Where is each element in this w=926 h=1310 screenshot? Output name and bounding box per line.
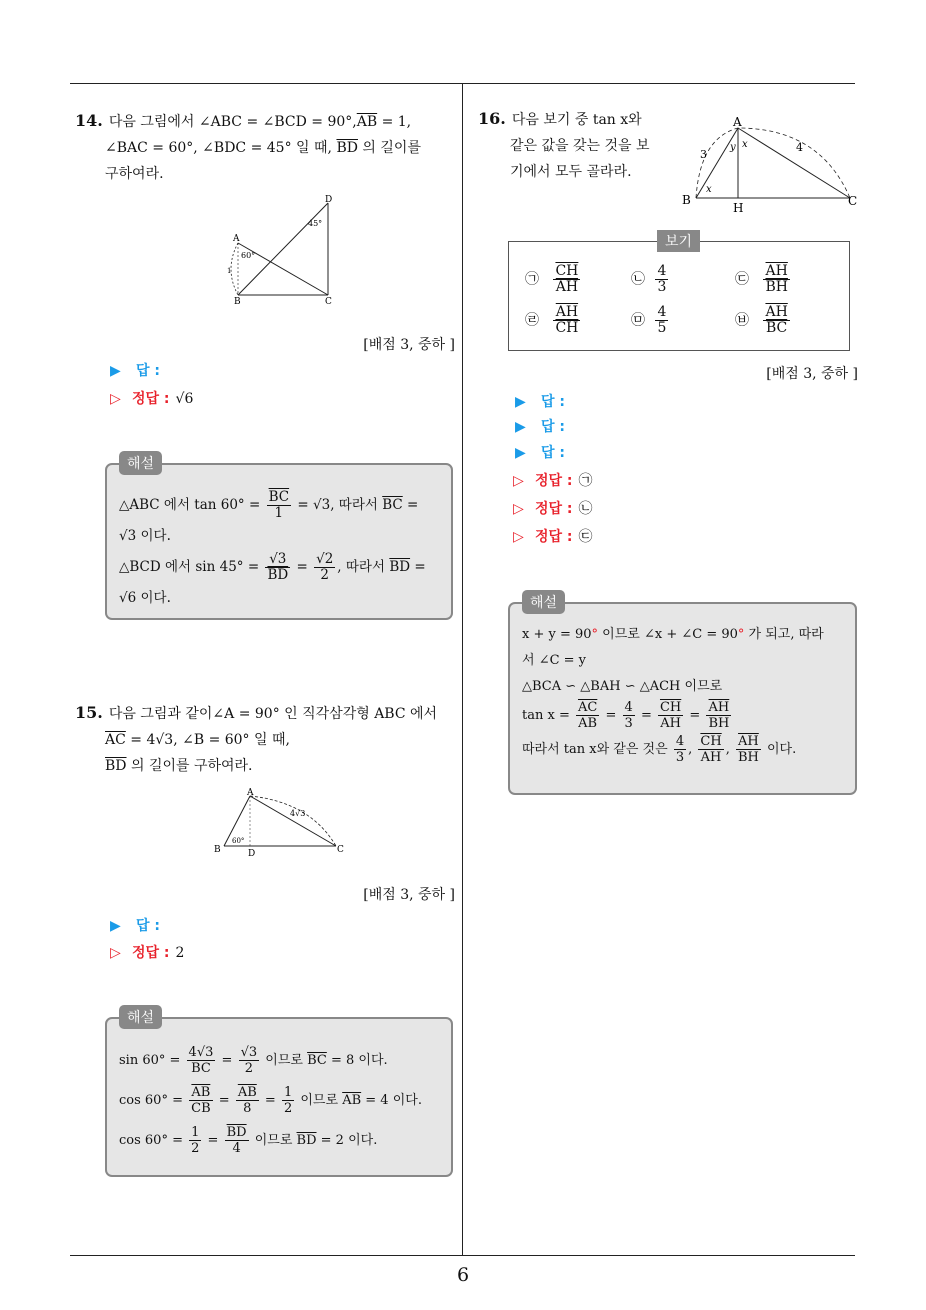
q14-line1: 14. 다음 그림에서 ∠ABC = ∠BCD = $90^\circ,\overline{AB} = 1$, bbox=[75, 111, 412, 130]
q16-label-H: H bbox=[733, 201, 744, 215]
red-triangle-icon: ▷ bbox=[513, 501, 524, 517]
blue-triangle-icon: ▶ bbox=[110, 918, 121, 934]
q15-label-B: B bbox=[214, 845, 221, 855]
q14-label-C: C bbox=[325, 297, 332, 307]
blue-triangle-icon: ▶ bbox=[515, 419, 526, 435]
q15-solution bbox=[105, 1010, 453, 1177]
q16-figure bbox=[680, 112, 862, 216]
q16-sol-line5: 따라서 tan x와 같은 것은 $\frac{4}{3}$ , $\frac{\overline{CH}}{AH}$ , $\frac{\overline{AH}}{BH}$ 이다. bbox=[522, 734, 797, 765]
question-16 bbox=[478, 106, 678, 185]
column-divider bbox=[462, 84, 463, 1256]
q15-label-D: D bbox=[248, 849, 256, 858]
q14-label-D: D bbox=[325, 195, 333, 205]
q16-label-B: B bbox=[682, 193, 691, 207]
q14-sol-line1: △ABC 에서 tan 60° = $\frac{\overline{BC}}{1}$ = √3, 따라서 $\overline{BC}$ = bbox=[119, 489, 419, 521]
page-number: 6 bbox=[456, 1264, 470, 1286]
q15-line3: $\overline{BD}$ 의 길이를 구하여라. bbox=[105, 758, 253, 774]
q15-figure bbox=[210, 786, 350, 858]
q15-answer: ▶ 답 : bbox=[110, 913, 160, 939]
q16-sol-line2: 서 ∠C = y bbox=[522, 653, 587, 668]
blue-triangle-icon: ▶ bbox=[110, 363, 121, 379]
q15-line1: 15. 다음 그림과 같이∠A = 90° 인 직각삼각형 ABC 에서 bbox=[75, 703, 438, 722]
q16-option-2: ㉡ $\frac{4}{3}$ bbox=[631, 263, 667, 295]
q14-solution-tag: 해설 bbox=[119, 451, 162, 475]
q15-number: 15. bbox=[75, 703, 103, 722]
q15-label-C: C bbox=[337, 845, 344, 855]
q16-sol-line1: x + y = 90° 이므로 ∠x + ∠C = 90° 가 되고, 따라 bbox=[522, 627, 824, 642]
q14-solution bbox=[105, 456, 453, 620]
q15-solution-tag: 해설 bbox=[119, 1005, 162, 1029]
q14-figure bbox=[222, 193, 342, 308]
q14-label-B: B bbox=[234, 297, 241, 307]
q14-angle-d: 45° bbox=[308, 219, 323, 228]
q16-correct-2: ▷ 정답 : ㉡ bbox=[513, 496, 593, 522]
q16-angle-x2: x bbox=[742, 139, 748, 150]
q15-line2: $\overline{AC} = 4√3$, ∠B = 60° 일 때, bbox=[105, 732, 290, 748]
q15-score: [배점 3, 중하 ] bbox=[363, 887, 455, 903]
q15-correct: ▷ 정답 : 2 bbox=[110, 940, 184, 966]
q14-score: [배점 3, 중하 ] bbox=[363, 337, 455, 353]
q16-line1: 16. 다음 보기 중 tan x와 bbox=[478, 109, 642, 128]
q16-option-6: ㉥ $\frac{\overline{AH}}{BC}$ bbox=[735, 304, 788, 336]
q16-side-4: 4 bbox=[796, 141, 803, 154]
question-14 bbox=[75, 108, 455, 187]
q15-side: 4√3 bbox=[290, 809, 306, 818]
q16-label-A: A bbox=[733, 115, 742, 129]
blue-triangle-icon: ▶ bbox=[515, 394, 526, 410]
red-triangle-icon: ▷ bbox=[110, 391, 121, 407]
q16-option-4: ㉣ $\frac{\overline{AH}}{CH}$ bbox=[525, 304, 579, 336]
q16-label-C: C bbox=[848, 194, 858, 208]
q14-sol-line4: √6 이다. bbox=[119, 590, 171, 606]
blue-triangle-icon: ▶ bbox=[515, 445, 526, 461]
question-15 bbox=[75, 700, 460, 779]
red-triangle-icon: ▷ bbox=[513, 529, 524, 545]
q14-line3: 구하여라. bbox=[105, 166, 164, 182]
q15-angle-b: 60° bbox=[232, 837, 245, 845]
red-triangle-icon: ▷ bbox=[110, 945, 121, 961]
q16-solution-tag: 해설 bbox=[522, 590, 565, 614]
q14-sol-line2: √3 이다. bbox=[119, 528, 171, 544]
q14-angle-a: 60° bbox=[241, 251, 256, 260]
q16-bogi-box bbox=[508, 234, 850, 351]
q14-line2: ∠BAC = 60°, ∠BDC = 45° 일 때, $\overline{BD}$ 의 길이를 bbox=[105, 140, 421, 156]
q14-label-A: A bbox=[233, 234, 240, 244]
q15-label-A: A bbox=[247, 788, 254, 798]
q16-angle-x1: x bbox=[706, 184, 712, 195]
q16-correct-1: ▷ 정답 : ㉠ bbox=[513, 468, 593, 494]
q16-angle-y: y bbox=[730, 142, 736, 153]
q15-sol-line3: cos 60° = $\frac{1}{2}$ = $\frac{\overline{BD}}{4}$ 이므로 $\overline{BD} = 2$ 이다. bbox=[119, 1125, 378, 1156]
q16-option-5: ㉤ $\frac{4}{5}$ bbox=[631, 304, 667, 336]
q15-sol-line2: cos 60° = $\frac{\overline{AB}}{CB}$ = $\frac{\overline{AB}}{8}$ = $\frac{1}{2}$ 이므로 $\overline{AB} = 4$ 이다. bbox=[119, 1085, 422, 1116]
q16-line2: 같은 값을 갖는 것을 보 bbox=[510, 138, 650, 154]
q16-score: [배점 3, 중하 ] bbox=[766, 366, 858, 382]
q16-answer-2: ▶ 답 : bbox=[515, 414, 565, 440]
red-triangle-icon: ▷ bbox=[513, 473, 524, 489]
q14-side: 1 bbox=[227, 267, 232, 275]
q16-line3: 기에서 모두 골라라. bbox=[510, 164, 632, 180]
q16-solution bbox=[508, 595, 857, 795]
q16-sol-line4: tan x = $\frac{\overline{AC}}{AB}$ = $\frac{4}{3}$ = $\frac{\overline{CH}}{AH}$ = $\frac{\overline{AH}}{BH}$ bbox=[522, 700, 730, 731]
q16-correct-3: ▷ 정답 : ㉢ bbox=[513, 524, 593, 550]
q16-sol-line3: △BCA ∽ △BAH ∽ △ACH 이므로 bbox=[522, 679, 723, 694]
q16-answer-1: ▶ 답 : bbox=[515, 389, 565, 415]
q16-number: 16. bbox=[478, 109, 506, 128]
q16-answer-3: ▶ 답 : bbox=[515, 440, 565, 466]
q14-correct: ▷ 정답 : √6 bbox=[110, 386, 193, 412]
q16-bogi-tag: 보기 bbox=[657, 230, 700, 252]
q16-side-3: 3 bbox=[700, 148, 707, 161]
q14-number: 14. bbox=[75, 111, 103, 130]
q14-answer: ▶ 답 : bbox=[110, 358, 160, 384]
q15-sol-line1: sin 60° = $\frac{4√3}{BC}$ = $\frac{√3}{2}$ 이므로 $\overline{BC} = 8$ 이다. bbox=[119, 1045, 388, 1076]
q16-option-3: ㉢ $\frac{\overline{AH}}{BH}$ bbox=[735, 263, 788, 295]
q14-sol-line3: △BCD 에서 sin 45° = $\frac{√3}{BD}$ = $\frac{√2}{2}$ , 따라서 $\overline{BD}$ = bbox=[119, 551, 426, 583]
q16-option-1: ㉠ $\frac{\overline{CH}}{AH}$ bbox=[525, 263, 579, 295]
